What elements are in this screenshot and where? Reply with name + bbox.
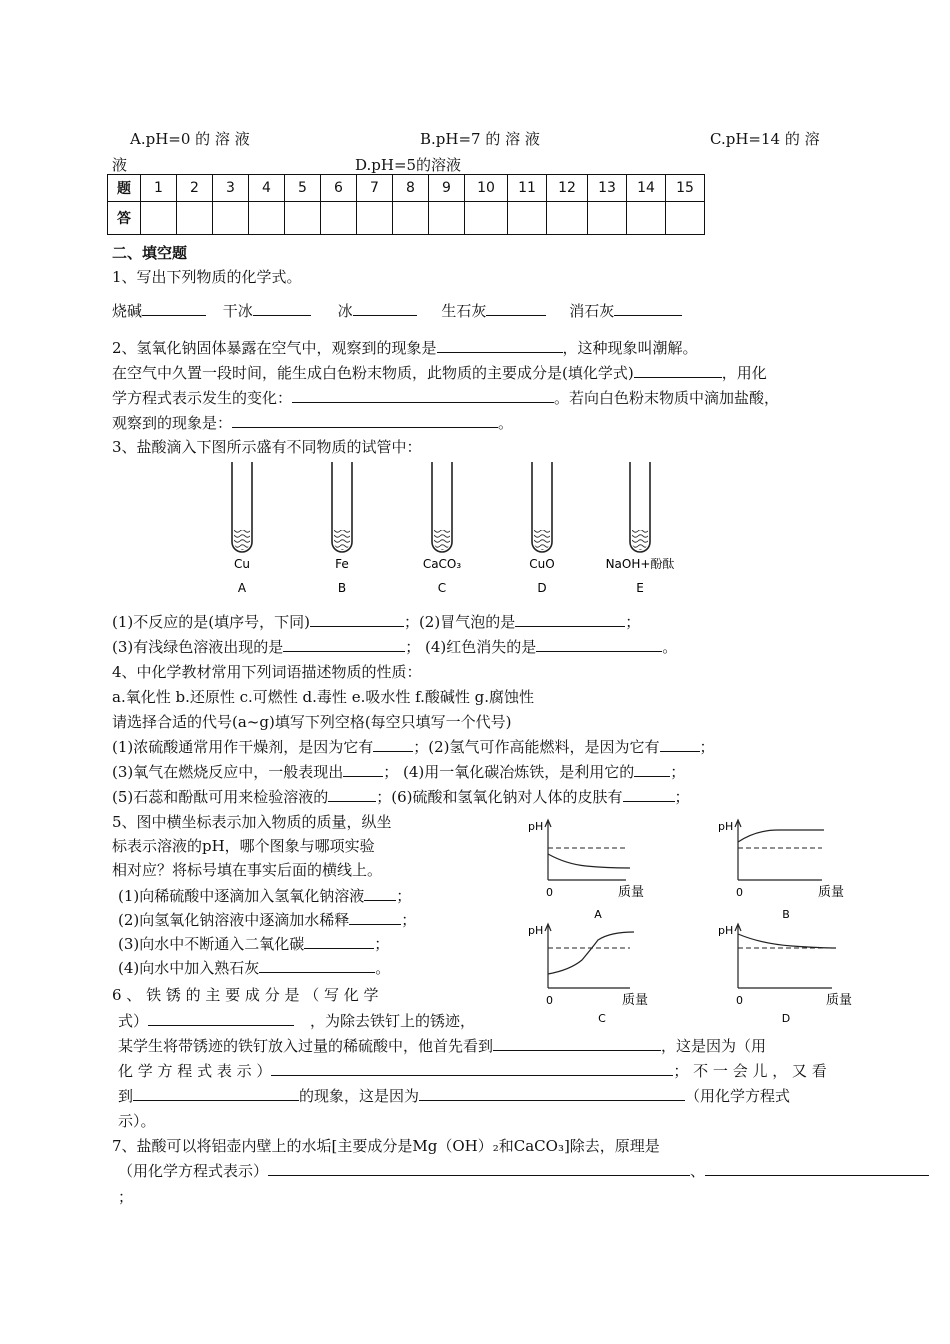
answer-blank[interactable]	[133, 1086, 299, 1101]
answer-blank[interactable]	[283, 637, 405, 652]
origin-label: 0	[736, 886, 743, 899]
tube-letter: C	[437, 581, 447, 595]
q2-text: ，这种现象叫潮解。	[562, 339, 698, 357]
answer-blank[interactable]	[142, 301, 206, 316]
q5-text: (2)向氢氧化钠溶液中逐滴加水稀释	[118, 911, 350, 929]
q3-text: (1)不反应的是(填序号，下同)	[112, 613, 310, 631]
q6-text: ； 不 一 会 儿 ， 又 看	[673, 1062, 827, 1080]
q2-text: 在空气中久置一段时间，能生成白色粉末物质，此物质的主要成分是(填化学式)	[112, 364, 634, 382]
q6-line2	[118, 1010, 475, 1031]
answer-blank[interactable]	[364, 886, 396, 901]
q6-text: 化 学 方 程 式 表 示 ）	[118, 1062, 272, 1080]
q6-line1: 6 、 铁 锈 的 主 要 成 分 是 （ 写 化 学	[112, 986, 379, 1004]
ph-graph-a	[528, 820, 644, 921]
table-cell: 15	[666, 175, 705, 202]
q4-text: ；	[670, 763, 686, 781]
answer-blank[interactable]	[705, 1161, 929, 1176]
ph-graph-d	[718, 924, 852, 1025]
q4-line2	[112, 761, 685, 782]
q4-instruction: 请选择合适的代号(a~g)填写下列空格(每空只填写一个代号)	[112, 713, 512, 731]
q5-item-1	[118, 885, 411, 906]
test-tube-c	[432, 462, 452, 552]
answer-blank[interactable]	[292, 388, 554, 403]
answer-blank[interactable]	[253, 301, 311, 316]
q6-line3	[118, 1035, 766, 1056]
q5-text: ；	[396, 887, 412, 905]
answer-cell[interactable]	[357, 202, 393, 235]
q3-text: ；(2)冒气泡的是	[403, 613, 516, 631]
answer-blank[interactable]	[634, 363, 722, 378]
x-axis-label: 质量	[818, 885, 845, 900]
q2-text: ，用化	[721, 364, 767, 382]
q2-text: 。	[498, 414, 514, 432]
answer-cell[interactable]	[249, 202, 285, 235]
table-cell: 10	[465, 175, 508, 202]
answer-cell[interactable]	[508, 202, 547, 235]
q4-text: ；	[699, 738, 715, 756]
answer-blank[interactable]	[310, 612, 404, 627]
graph-letter: B	[782, 908, 790, 921]
table-cell: 14	[627, 175, 666, 202]
answer-cell[interactable]	[213, 202, 249, 235]
answer-blank[interactable]	[419, 1086, 685, 1101]
q4-text: (1)浓硫酸通常用作干燥剂，是因为它有	[112, 738, 374, 756]
answer-cell[interactable]	[627, 202, 666, 235]
table-cell: 8	[393, 175, 429, 202]
x-axis-label: 质量	[618, 885, 645, 900]
table-cell: 4	[249, 175, 285, 202]
option-a: A.pH=0 的 溶 液	[130, 130, 250, 148]
table-row	[108, 202, 705, 235]
origin-label: 0	[546, 886, 553, 899]
table-cell: 12	[547, 175, 588, 202]
q5-text: ；	[374, 935, 390, 953]
q7-line2	[118, 1160, 929, 1181]
answer-blank[interactable]	[373, 737, 413, 752]
answer-cell[interactable]	[666, 202, 705, 235]
ph-graphs-figure	[512, 812, 872, 1026]
q7-line1: 7、盐酸可以将铝壶内壁上的水垢[主要成分是Mg（OH）₂和CaCO₃]除去，原理是	[112, 1137, 660, 1155]
x-axis-label: 质量	[622, 993, 649, 1008]
answer-cell[interactable]	[393, 202, 429, 235]
answer-blank[interactable]	[349, 910, 401, 925]
q5-text: ；	[401, 911, 417, 929]
q4-line3	[112, 786, 690, 807]
q6-text: 式）	[118, 1012, 149, 1030]
q1-items	[112, 300, 682, 321]
table-cell: 9	[429, 175, 465, 202]
q6-line5	[118, 1085, 790, 1106]
q2-text: 2、氢氧化钠固体暴露在空气中，观察到的现象是	[112, 339, 437, 357]
q6-text: ，为除去铁钉上的锈迹，	[310, 1012, 476, 1030]
answer-blank[interactable]	[304, 934, 374, 949]
graph-letter: C	[598, 1012, 606, 1025]
q5-stem-2: 标表示溶液的pH，哪个图象与哪项实验	[112, 837, 375, 855]
answer-blank[interactable]	[328, 787, 376, 802]
q4-stem: 4、中化学教材常用下列词语描述物质的性质：	[112, 663, 422, 681]
test-tube-d	[532, 462, 552, 552]
answer-blank[interactable]	[486, 301, 546, 316]
ph-graph-c	[528, 924, 648, 1025]
q7-text: （用化学方程式表示）	[118, 1162, 269, 1180]
q7-text: 、	[690, 1162, 706, 1180]
q1-stem: 1、写出下列物质的化学式。	[112, 268, 302, 286]
answer-blank[interactable]	[353, 301, 417, 316]
q3-line2	[112, 636, 677, 657]
option-c-tail: 液	[112, 156, 128, 174]
q5-text: (4)向水中加入熟石灰	[118, 959, 260, 977]
q3-text: 。	[662, 638, 678, 656]
tube-letter: A	[237, 581, 247, 595]
answer-cell[interactable]	[588, 202, 627, 235]
q6-line6: 示）。	[118, 1112, 156, 1130]
y-axis-label: pH	[718, 924, 734, 937]
tube-substance: CaCO₃	[422, 557, 462, 571]
answer-blank[interactable]	[536, 637, 662, 652]
q5-item-2	[118, 909, 416, 930]
q5-item-3	[118, 933, 389, 954]
answer-blank[interactable]	[271, 1061, 673, 1076]
answer-blank[interactable]	[493, 1036, 661, 1051]
test-tube-b	[332, 462, 352, 552]
q2-text: 观察到的现象是：	[112, 414, 233, 432]
table-cell: 11	[508, 175, 547, 202]
q6-text: 的现象，这是因为	[299, 1087, 420, 1105]
q6-text: 某学生将带锈迹的铁钉放入过量的稀硫酸中，他首先看到	[118, 1037, 494, 1055]
table-cell: 7	[357, 175, 393, 202]
table-row	[108, 175, 705, 202]
option-d: D.pH=5的溶液	[355, 156, 462, 174]
answer-blank[interactable]	[634, 762, 670, 777]
q6-text: ，这是因为（用	[661, 1037, 767, 1055]
answer-cell[interactable]	[547, 202, 588, 235]
q3-text: ；	[625, 613, 641, 631]
tube-letter: B	[337, 581, 347, 595]
q5-stem-3: 相对应？将标号填在事实后面的横线上。	[112, 861, 383, 879]
q1-item: 消石灰	[569, 302, 615, 320]
answer-blank[interactable]	[343, 762, 383, 777]
answer-cell[interactable]	[177, 202, 213, 235]
ph-graph-b	[718, 820, 844, 921]
origin-label: 0	[736, 994, 743, 1007]
table-cell: 2	[177, 175, 213, 202]
q2-line2	[112, 362, 767, 383]
q4-line1	[112, 736, 715, 757]
y-axis-label: pH	[528, 924, 544, 937]
answer-blank[interactable]	[232, 413, 498, 428]
q4-text: ； (4)用一氧化碳冶炼铁，是利用它的	[383, 763, 635, 781]
q1-item: 干冰	[222, 302, 253, 320]
q2-line3	[112, 387, 779, 408]
y-axis-label: pH	[528, 820, 544, 833]
answer-cell[interactable]	[285, 202, 321, 235]
table-cell: 5	[285, 175, 321, 202]
q2-text: 学方程式表示发生的变化：	[112, 389, 293, 407]
answer-blank[interactable]	[623, 787, 675, 802]
q1-item: 烧碱	[112, 302, 143, 320]
q2-line1	[112, 337, 698, 358]
answer-blank[interactable]	[614, 301, 682, 316]
q6-text: （用化学方程式	[685, 1087, 791, 1105]
tube-substance: Cu	[234, 557, 250, 571]
answer-cell[interactable]	[429, 202, 465, 235]
answer-cell[interactable]	[321, 202, 357, 235]
q2-text: 。若向白色粉末物质中滴加盐酸，	[554, 389, 780, 407]
x-axis-label: 质量	[826, 993, 853, 1008]
q3-text: ； (4)红色消失的是	[405, 638, 537, 656]
q5-text: (1)向稀硫酸中逐滴加入氢氧化钠溶液	[118, 887, 365, 905]
answer-blank[interactable]	[515, 612, 625, 627]
graph-letter: A	[594, 908, 602, 921]
answer-blank[interactable]	[437, 338, 563, 353]
q6-line4	[118, 1060, 827, 1081]
tube-substance: NaOH+酚酞	[605, 557, 675, 571]
table-cell: 1	[141, 175, 177, 202]
q1-item: 生石灰	[441, 302, 487, 320]
table-cell: 3	[213, 175, 249, 202]
table-cell: 13	[588, 175, 627, 202]
option-b: B.pH=7 的 溶 液	[420, 130, 540, 148]
q5-text: 。	[375, 959, 391, 977]
section-title: 二、填空题	[112, 244, 188, 262]
q5-stem-1: 5、图中横坐标表示加入物质的质量，纵坐	[112, 813, 392, 831]
q4-options: a.氧化性 b.还原性 c.可燃性 d.毒性 e.吸水性 f.酸碱性 g.腐蚀性	[112, 688, 535, 706]
answer-blank[interactable]	[660, 737, 700, 752]
q5-text: (3)向水中不断通入二氧化碳	[118, 935, 305, 953]
answer-cell[interactable]	[141, 202, 177, 235]
answer-blank[interactable]	[268, 1161, 690, 1176]
test-tubes-figure	[210, 458, 720, 600]
tube-letter: E	[636, 581, 644, 595]
table-row-label: 答	[108, 202, 141, 235]
answer-table	[107, 174, 705, 235]
table-row-label: 题	[108, 175, 141, 202]
answer-blank[interactable]	[148, 1011, 294, 1026]
q2-line4	[112, 412, 513, 433]
q3-stem: 3、盐酸滴入下图所示盛有不同物质的试管中：	[112, 438, 422, 456]
q7-line3: ；	[118, 1188, 134, 1206]
test-tube-a	[232, 462, 252, 552]
q6-text: 到	[118, 1087, 134, 1105]
graph-letter: D	[781, 1012, 791, 1025]
q4-text: ；(6)硫酸和氢氧化钠对人体的皮肤有	[376, 788, 623, 806]
q3-line1	[112, 611, 640, 632]
q4-text: ；(2)氢气可作高能燃料，是因为它有	[413, 738, 660, 756]
tube-letter: D	[537, 581, 547, 595]
table-cell: 6	[321, 175, 357, 202]
option-c: C.pH=14 的 溶	[710, 130, 820, 148]
q4-text: ；	[674, 788, 690, 806]
tube-substance: Fe	[335, 557, 349, 571]
q3-text: (3)有浅绿色溶液出现的是	[112, 638, 284, 656]
q4-text: (3)氧气在燃烧反应中，一般表现出	[112, 763, 344, 781]
answer-cell[interactable]	[465, 202, 508, 235]
tube-substance: CuO	[529, 557, 555, 571]
q5-item-4	[118, 957, 390, 978]
q1-item: 冰	[337, 302, 353, 320]
y-axis-label: pH	[718, 820, 734, 833]
q4-text: (5)石蕊和酚酞可用来检验溶液的	[112, 788, 329, 806]
answer-blank[interactable]	[259, 958, 375, 973]
test-tube-e	[630, 462, 650, 552]
origin-label: 0	[546, 994, 553, 1007]
